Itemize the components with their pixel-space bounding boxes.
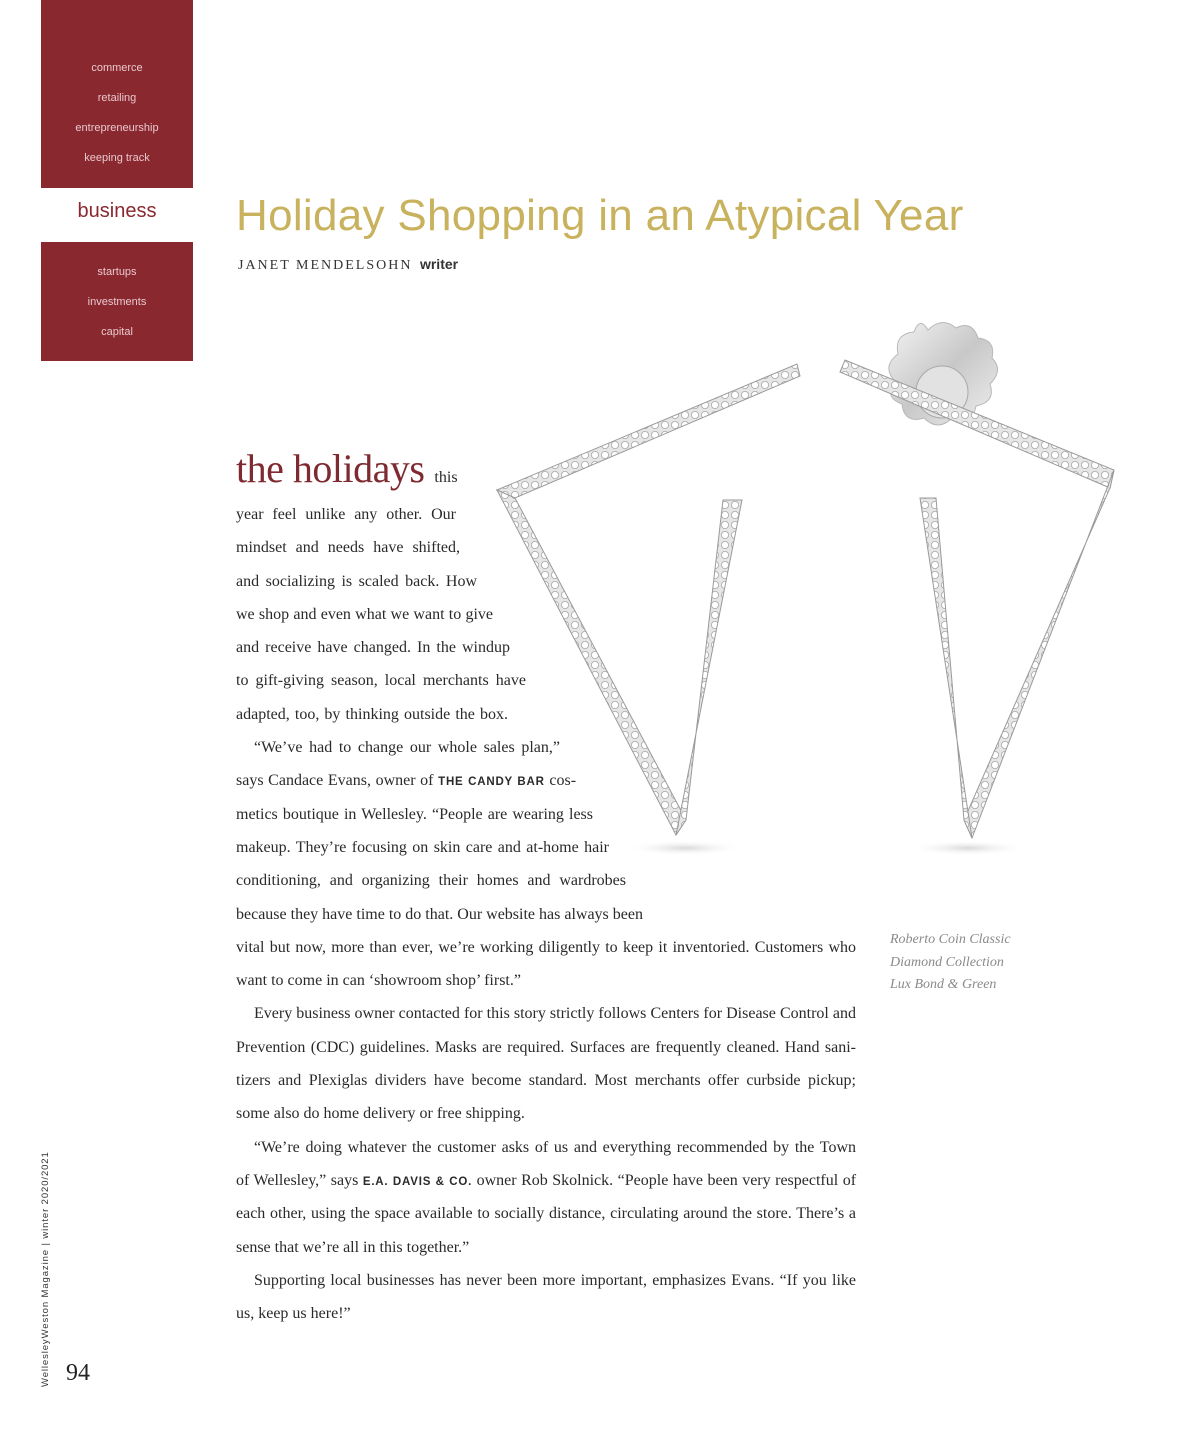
- paragraph-line: want to come in can ‘showroom shop’ first.”: [236, 972, 521, 990]
- paragraph-line: the holidays this: [236, 446, 458, 491]
- magazine-folio: WellesleyWeston Magazine | winter 2020/2021: [40, 1151, 51, 1387]
- sidebar-item-retailing: retailing: [97, 92, 137, 104]
- right-earring: [840, 322, 1114, 856]
- author-role: writer: [419, 256, 459, 272]
- paragraph-line: us, keep us here!”: [236, 1305, 351, 1323]
- paragraph-line: tizers and Plexiglas dividers have become standard. Most merchants offer curbside pickup;: [236, 1072, 856, 1090]
- article-body: [236, 440, 856, 1330]
- paragraph-line: sense that we’re all in this together.”: [236, 1238, 470, 1256]
- byline: [238, 256, 458, 274]
- paragraph-line: to gift-giving season, local merchants have: [236, 672, 526, 690]
- caption-line: Roberto Coin Classic: [890, 932, 1011, 947]
- business-name-ea-davis: E.A. DAVIS & CO.: [362, 1175, 473, 1188]
- paragraph-line: each other, using the space available to socially distance, circulating around the store. There’s a: [236, 1205, 856, 1223]
- sidebar-item-commerce: commerce: [91, 62, 143, 74]
- sidebar-item-entrepreneurship: entrepreneurship: [75, 122, 159, 134]
- paragraph-line: and receive have changed. In the windup: [236, 639, 510, 657]
- caption-line: Lux Bond & Green: [890, 977, 997, 992]
- drop-cap-lead: the holidays: [236, 446, 425, 491]
- paragraph-line: we shop and even what we want to give: [236, 605, 493, 623]
- author-name: JANET MENDELSOHN: [238, 258, 413, 273]
- paragraph-line: metics boutique in Wellesley. “People are wearing less: [236, 805, 593, 823]
- paragraph-line: “We’ve had to change our whole sales plan,”: [254, 739, 560, 757]
- sidebar-item-capital: capital: [101, 326, 133, 338]
- paragraph-line: Supporting local businesses has never been more important, emphasizes Evans. “If you like: [254, 1271, 856, 1289]
- photo-caption: [890, 929, 1060, 997]
- sidebar-item-startups: startups: [97, 266, 137, 278]
- paragraph-line: because they have time to do that. Our website has always been: [236, 905, 643, 923]
- paragraph-line: says Candace Evans, owner of THE CANDY BAR cos-: [236, 772, 577, 790]
- paragraph-line: vital but now, more than ever, we’re working diligently to keep it inventoried. Customers who: [236, 938, 856, 956]
- paragraph-line: makeup. They’re focusing on skin care and at-home hair: [236, 838, 609, 856]
- paragraph-line: some also do home delivery or free shipping.: [236, 1105, 525, 1123]
- sidebar-top-box: [41, 0, 193, 188]
- paragraph-line: “We’re doing whatever the customer asks of us and everything recommended by the Town: [254, 1138, 856, 1156]
- paragraph-line: of Wellesley,” says E.A. DAVIS & CO. owner Rob Skolnick. “People have been very respectful of: [236, 1171, 857, 1189]
- sidebar-item-keeping-track: keeping track: [84, 152, 150, 164]
- business-name-candy-bar: THE CANDY BAR: [438, 776, 545, 789]
- section-label: business: [77, 200, 157, 222]
- caption-line: Diamond Collection: [890, 954, 1004, 970]
- sidebar-bottom-box: [41, 242, 193, 361]
- paragraph-line: mindset and needs have shifted,: [236, 539, 460, 557]
- paragraph-line: year feel unlike any other. Our: [236, 506, 456, 523]
- paragraph-line: Every business owner contacted for this story strictly follows Centers for Disease Control and: [254, 1005, 856, 1023]
- article-title: Holiday Shopping in an Atypical Year: [236, 191, 964, 240]
- page-number: 94: [66, 1360, 90, 1386]
- paragraph-line: Prevention (CDC) guidelines. Masks are required. Surfaces are frequently cleaned. Hand sani-: [236, 1038, 856, 1056]
- paragraph-line: adapted, too, by thinking outside the box.: [236, 705, 508, 723]
- paragraph-line: and socializing is scaled back. How: [236, 572, 477, 590]
- sidebar-item-investments: investments: [87, 296, 147, 308]
- paragraph-line: conditioning, and organizing their homes and wardrobes: [236, 872, 626, 890]
